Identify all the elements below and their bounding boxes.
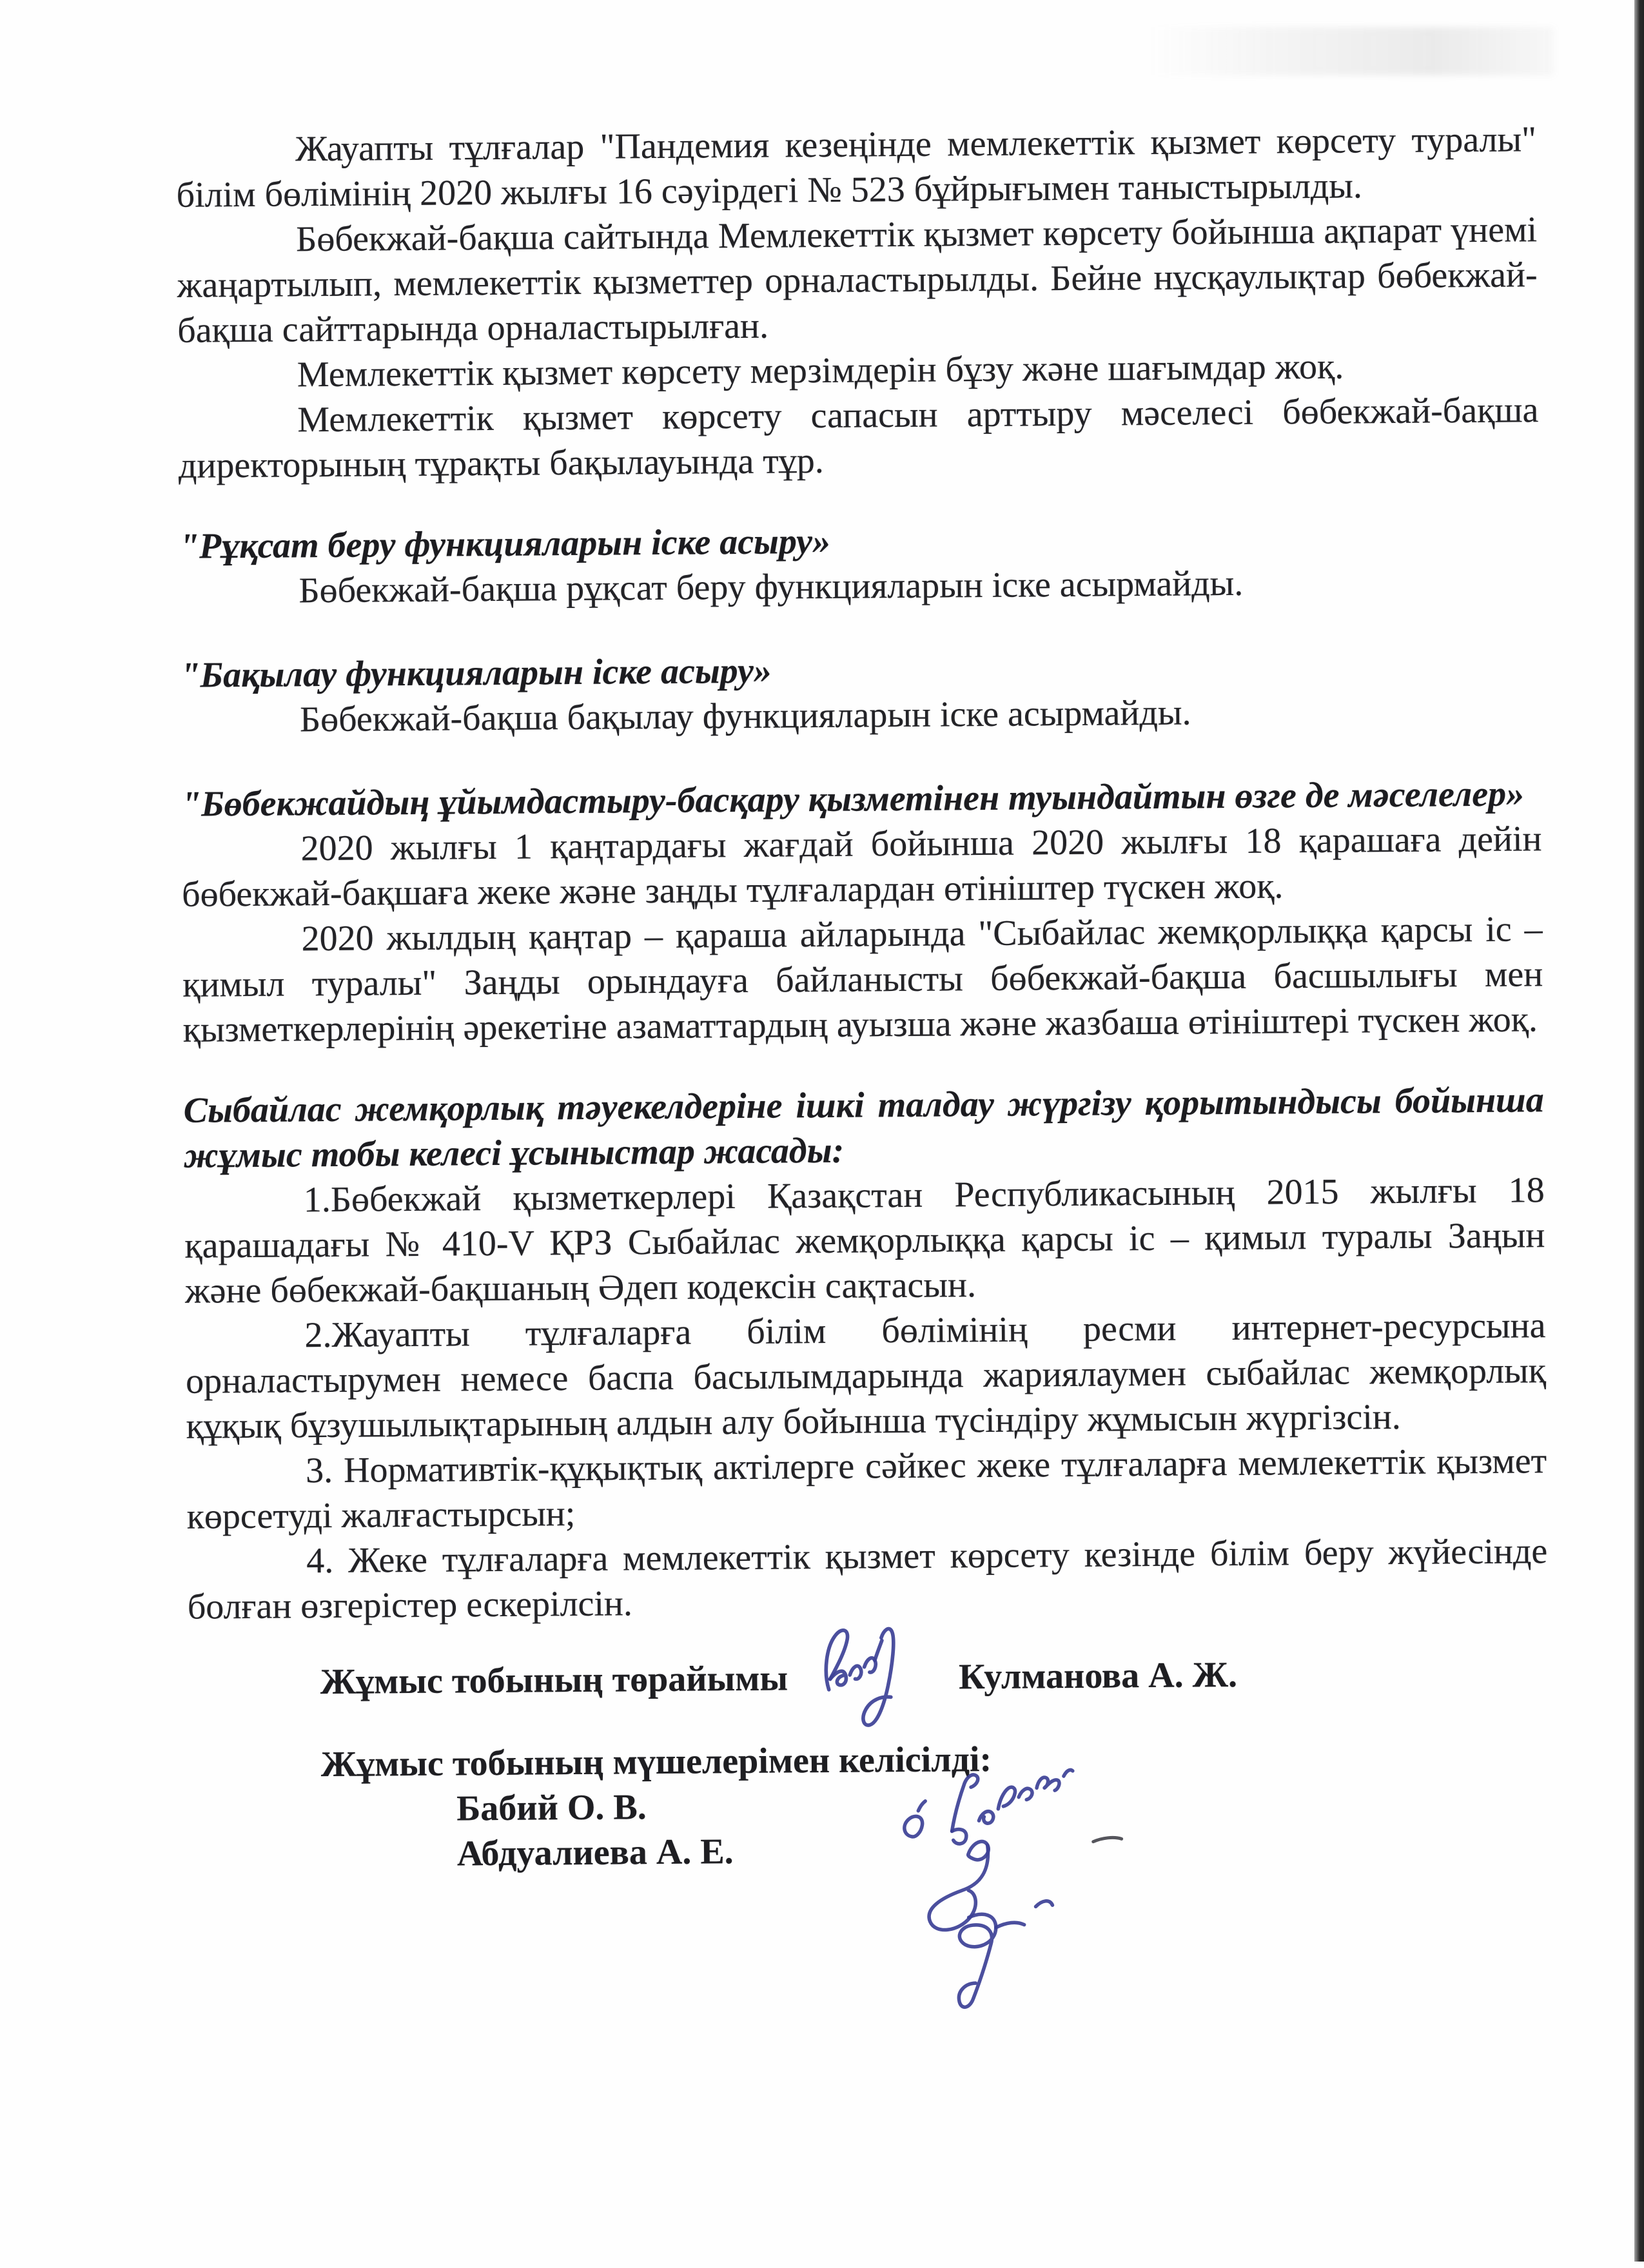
heading-conclusions: Сыбайлас жемқорлық тәуекелдеріне ішкі талдау жүргізу қорытындысы бойынша жұмыс тобы келесі ұсыныстар жасады: — [183, 1080, 1544, 1176]
paragraph-no-applications: 2020 жылғы 1 қаңтардағы жағдай бойынша 2020 жылғы 18 қарашаға дейін бөбекжай-бақшаға жеке және заңды тұлғалардан өтініштер түскен жоқ. — [181, 819, 1542, 915]
scan-smudge — [1148, 27, 1554, 75]
signature-kulmanova-ink — [803, 1610, 953, 1741]
recommendation-1: 1.Бөбекжай қызметкерлері Қазақстан Республикасының 2015 жылғы 18 қарашадағы № 410-V ҚРЗ Сыбайлас жемқорлыққа қарсы іс – қимыл туралы Заңын және бөбекжай-бақшаның Әдеп кодексін сақтасын. — [184, 1170, 1545, 1311]
chair-signature-row — [188, 1650, 1548, 1706]
chair-label: Жұмыс тобының төрайымы — [320, 1658, 788, 1703]
recommendation-4: 4. Жеке тұлғаларға мемлекеттік қызмет көрсету кезінде білім беру жүйесінде болған өзгерістер ескерілсін. — [187, 1531, 1548, 1627]
agreement-label: Жұмыс тобының мүшелерімен келісілді: — [320, 1739, 992, 1785]
paragraph-responsible-persons: Жауапты тұлғалар "Пандемия кезеңінде мемлекеттік қызмет көрсету туралы" білім бөлімінің 2020 жылғы 16 сәуірдегі № 523 бұйрығымен таныстырылды. — [176, 119, 1537, 215]
recommendation-2: 2.Жауапты тұлғаларға білім бөлімінің ресми интернет-ресурсына орналастырумен немесе баспа басылымдарында жариялаумен сыбайлас жемқорлық құқық бұзушылықтарының алдын алу бойынша түсіндіру жұмысын жүргізсін. — [185, 1305, 1547, 1447]
paragraph-quality-control: Мемлекеттік қызмет көрсету сапасын арттыру мәселесі бөбекжай-бақша директорының тұрақты бақылауында тұр. — [178, 390, 1539, 486]
chair-name: Кулманова А. Ж. — [958, 1654, 1238, 1697]
recommendation-3: 3. Нормативтік-құқықтық актілерге сәйкес жеке тұлғаларға мемлекеттік қызмет көрсетуді жалғастырсын; — [186, 1441, 1547, 1537]
paragraph-permit-answer: Бөбекжай-бақша рұқсат беру функцияларын іске асырмайды. — [298, 563, 1244, 611]
member-name-abdualieva: Абдуалиева А. Е. — [456, 1832, 734, 1874]
document-body — [176, 117, 1550, 1878]
member-name-babiy: Бабий О. В. — [456, 1787, 647, 1829]
handwritten-dash-mark — [1091, 1835, 1124, 1844]
heading-permit-functions: "Рұқсат беру функцияларын іске асыру» — [179, 521, 831, 567]
signature-abdualieva-ink — [886, 1828, 1071, 2019]
paragraph-anticorruption-law: 2020 жылдың қаңтар – қараша айларында "Сыбайлас жемқорлыққа қарсы іс – қимыл туралы" Заңды орындауға байланысты бөбекжай-бақша басшылығы мен қызметкерлерінің әрекетіне азаматтардың ауызша және жазбаша өтініштері түскен жоқ. — [182, 909, 1543, 1050]
scanner-edge-strip — [1634, 0, 1644, 2262]
paragraph-no-complaints: Мемлекеттік қызмет көрсету мерзімдерін бұзу және шағымдар жоқ. — [297, 346, 1344, 395]
heading-other-issues: "Бөбекжайдың ұйымдастыру-басқару қызметінен туындайтын өзге де мәселелер» — [181, 774, 1525, 825]
paragraph-control-answer: Бөбекжай-бақша бақылау функцияларын іске асырмайды. — [299, 692, 1191, 740]
heading-control-functions: "Бақылау функцияларын іске асыру» — [180, 650, 772, 696]
paragraph-website-info: Бөбекжай-бақша сайтында Мемлекеттік қызмет көрсету бойынша ақпарат үнемі жаңартылып, мемлекеттік қызметтер орналастырылды. Бейне нұсқаулықтар бөбекжай-бақша сайттарында орналастырылған. — [177, 210, 1538, 351]
signature-block — [188, 1650, 1550, 1879]
